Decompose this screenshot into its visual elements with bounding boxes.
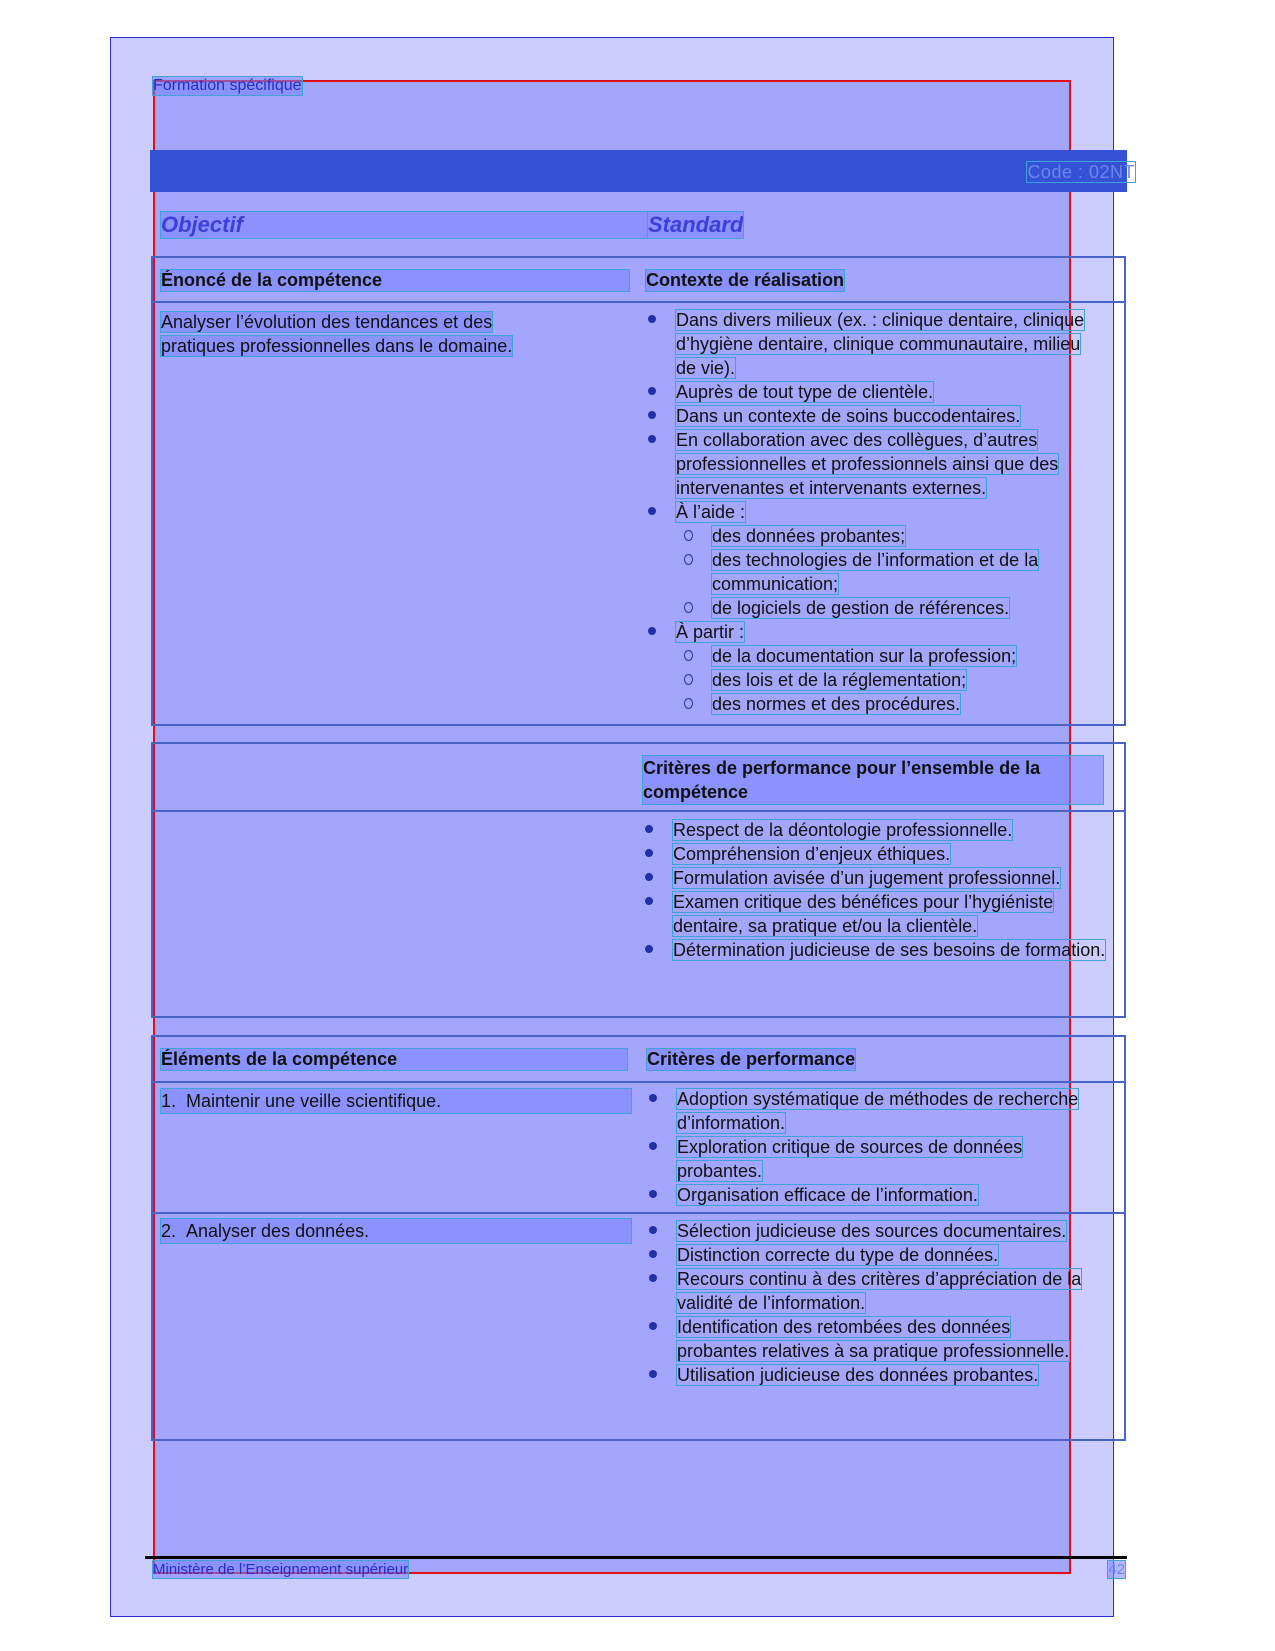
element-1: 1. Maintenir une veille scientifique. — [161, 1089, 631, 1113]
list-item — [647, 1135, 1087, 1183]
list-item-text: Recours continu à des critères d’appréciation de la validité de l’information. — [677, 1269, 1082, 1313]
list-item — [646, 524, 1086, 548]
list-item — [643, 818, 1113, 842]
list-item — [646, 644, 1086, 668]
list-item — [643, 938, 1113, 962]
list-item — [646, 380, 1086, 404]
list-item-text: Respect de la déontologie professionnelle. — [673, 820, 1013, 840]
list-item-text: Dans un contexte de soins buccodentaires. — [676, 406, 1021, 426]
list-item-text: Formulation avisée d’un jugement professionnel. — [673, 868, 1061, 888]
list-item-text: Identification des retombées des données probantes relatives à sa pratique professionnelle. — [677, 1317, 1070, 1361]
contexte-heading: Contexte de réalisation — [646, 270, 845, 290]
list-item-text: À l’aide : — [676, 502, 746, 522]
list-item — [647, 1087, 1087, 1135]
row-divider — [153, 301, 1124, 303]
enonce-contexte-table — [151, 256, 1126, 726]
list-item — [646, 692, 1086, 716]
list-item — [647, 1183, 1087, 1207]
enonce-text — [161, 310, 571, 358]
elements-criteres-table — [151, 1035, 1126, 1441]
list-item — [646, 404, 1086, 428]
criteres-heading: Critères de performance — [647, 1049, 856, 1069]
row-divider — [153, 810, 1124, 812]
list-item — [647, 1243, 1087, 1267]
list-item — [646, 668, 1086, 692]
list-item-text: des lois et de la réglementation; — [712, 670, 967, 690]
standard-heading: Standard — [648, 212, 744, 237]
list-item-text: Exploration critique de sources de données probantes. — [677, 1137, 1023, 1181]
criteria-2-list — [647, 1219, 1087, 1387]
row-divider — [153, 1212, 1124, 1214]
list-item-text: de la documentation sur la profession; — [712, 646, 1017, 666]
list-item — [646, 428, 1086, 500]
footer-rule — [145, 1556, 1127, 1559]
list-item — [647, 1363, 1087, 1387]
criteres-ensemble-heading: Critères de performance pour l’ensemble de la compétence — [643, 756, 1103, 804]
list-item-text: Compréhension d’enjeux éthiques. — [673, 844, 951, 864]
list-item — [643, 842, 1113, 866]
element-2: 2. Analyser des données. — [161, 1219, 631, 1243]
list-item-text: des données probantes; — [712, 526, 906, 546]
competency-code — [1027, 162, 1135, 183]
objectif-heading: Objectif — [161, 212, 647, 238]
list-item — [646, 596, 1086, 620]
list-item — [646, 548, 1086, 596]
list-item-text: Détermination judicieuse de ses besoins de formation. — [673, 940, 1106, 960]
list-item — [646, 500, 1086, 524]
running-header: Formation spécifique — [153, 77, 302, 94]
list-item-text: Distinction correcte du type de données. — [677, 1245, 999, 1265]
list-item — [647, 1267, 1087, 1315]
footer-ministry: Ministère de l’Enseignement supérieur — [153, 1561, 409, 1578]
list-item-text: À partir : — [676, 622, 745, 642]
list-item — [646, 620, 1086, 644]
list-item — [643, 866, 1113, 890]
list-item — [647, 1315, 1087, 1363]
list-item-text: Examen critique des bénéfices pour l’hygiéniste dentaire, sa pratique et/ou la clientèle. — [673, 892, 1054, 936]
row-divider — [153, 1081, 1124, 1083]
page-number: 42 — [1108, 1561, 1125, 1578]
list-item-text: Adoption systématique de méthodes de recherche d’information. — [677, 1089, 1079, 1133]
list-item — [643, 890, 1113, 938]
list-item-text: Auprès de tout type de clientèle. — [676, 382, 934, 402]
criteria-1-list — [647, 1087, 1087, 1207]
list-item-text: des normes et des procédures. — [712, 694, 961, 714]
list-item — [646, 308, 1086, 380]
code-band — [150, 150, 1127, 192]
criteres-ensemble-table — [151, 742, 1126, 1018]
competency-code-text: Code : 02NT — [1027, 162, 1135, 182]
list-item-text: Dans divers milieux (ex. : clinique dentaire, clinique d’hygiène dentaire, clinique communautaire, milieu de vie). — [676, 310, 1085, 378]
criteres-ensemble-list — [643, 818, 1113, 962]
list-item-text: Utilisation judicieuse des données probantes. — [677, 1365, 1039, 1385]
list-item-text: des technologies de l’information et de la communication; — [712, 550, 1039, 594]
enonce-heading: Énoncé de la compétence — [161, 270, 629, 291]
list-item — [647, 1219, 1087, 1243]
list-item-text: de logiciels de gestion de références. — [712, 598, 1010, 618]
list-item-text: Sélection judicieuse des sources documentaires. — [677, 1221, 1067, 1241]
list-item-text: Organisation efficace de l’information. — [677, 1185, 978, 1205]
elements-heading: Éléments de la compétence — [161, 1049, 627, 1070]
contexte-list — [646, 308, 1086, 716]
enonce-value: Analyser l’évolution des tendances et des pratiques professionnelles dans le domaine. — [161, 312, 513, 356]
list-item-text: En collaboration avec des collègues, d’autres professionnelles et professionnels ainsi que des intervenantes et intervenants externes. — [676, 430, 1059, 498]
